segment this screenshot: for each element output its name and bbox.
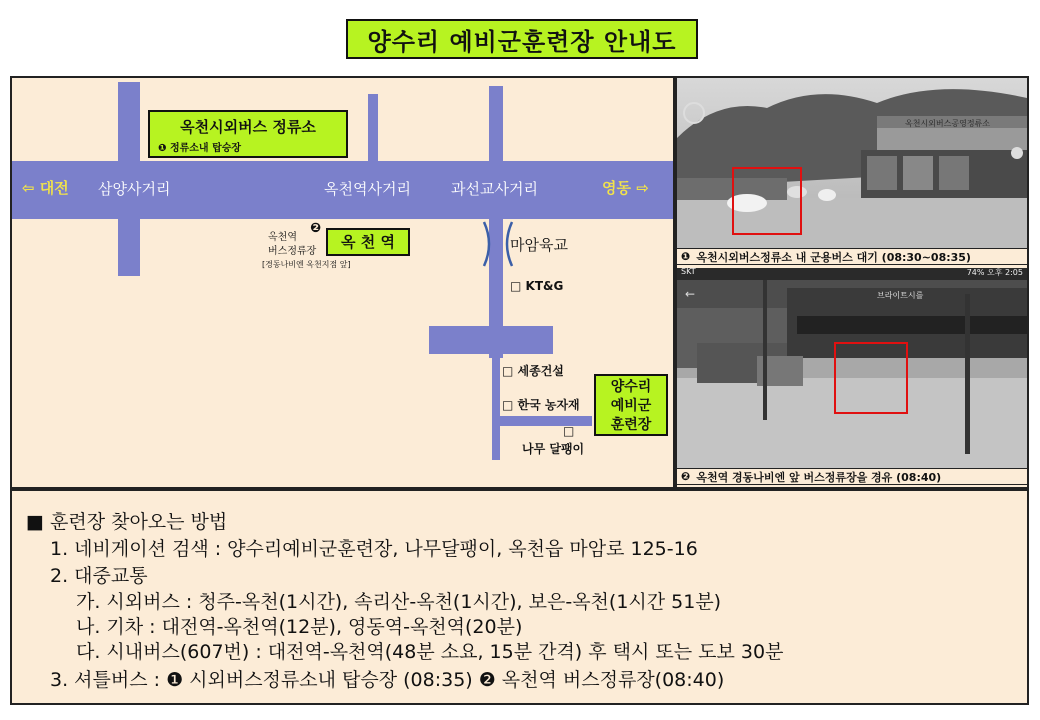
west-direction-label: ⇦ 대전 (22, 179, 69, 197)
intersection-samyang: 삼양사거리 (98, 180, 171, 198)
info-line-intercity-bus: 가. 시외버스 : 청주-옥천(1시간), 속리산-옥천(1시간), 보은-옥천(1시간 51분) (76, 591, 722, 613)
overpass-label: 마암육교 (510, 236, 568, 254)
camp-access-road (500, 416, 592, 426)
info-line-city-bus: 다. 시내버스(607번) : 대전역-옥천역(48분 소요, 15분 간격) 후 택시 또는 도보 30분 (76, 641, 784, 663)
destination-box (594, 374, 668, 436)
bus-terminal-note: 정류소내 탑승장 (169, 143, 242, 154)
info-line-transit: 2. 대중교통 (50, 565, 148, 587)
station-name: 옥 천 역 (341, 233, 395, 251)
station-marker: ❷ (310, 221, 322, 236)
bus-terminal-marker: ❶ (158, 143, 167, 154)
bus-terminal-photo-image (677, 78, 1027, 248)
intersection-okcheon-station: 옥천역사거리 (324, 180, 411, 198)
svg-text:←: ← (685, 287, 696, 301)
landmark-snail: 나무 달팽이 (522, 442, 585, 456)
info-line-train: 나. 기차 : 대전역-옥천역(12분), 영동역-옥천역(20분) (76, 616, 523, 638)
status-bar-left: SKT (681, 268, 696, 276)
photo-station-stop (677, 268, 1027, 468)
photo2-marker: ❷ (681, 470, 691, 483)
station-stop-line1: 옥천역 (268, 232, 297, 243)
bus-terminal-sign: 옥천시외버스공영정류소 (905, 119, 991, 128)
photo1-marker: ❶ (681, 250, 691, 263)
photo-panel (675, 76, 1029, 489)
south-road (492, 354, 500, 460)
station-building-sign: 브라이트시를 (877, 291, 924, 300)
photo2-caption-text: 옥천역 경동나비엔 앞 버스정류장을 경유 (08:40) (696, 470, 942, 484)
station-stop-note: [경동나비엔 옥천지점 앞] (262, 260, 351, 269)
bus-terminal-name: 옥천시외버스 정류소 (180, 118, 316, 136)
info-heading: ■ 훈련장 찾아오는 방법 (26, 511, 228, 533)
landmark-sejong: □ 세종건설 (502, 364, 564, 378)
okcheon-station-road (368, 94, 378, 164)
landmark-snail-square: □ (563, 424, 575, 438)
directions-info (10, 489, 1029, 705)
station-box (326, 228, 410, 256)
photo2-caption (677, 468, 1027, 485)
info-line-shuttle: 3. 셔틀버스 : ❶ 시외버스정류소내 탑승장 (08:35) ❷ 옥천역 버스정류장(08:40) (50, 669, 725, 691)
station-stop-line2: 버스정류장 (268, 246, 317, 257)
bus-terminal-box (148, 110, 348, 158)
destination-line3: 훈련장 (610, 417, 652, 433)
status-bar-right: 74% 오후 2:05 (966, 268, 1023, 277)
intersection-overpass: 과선교사거리 (451, 180, 538, 198)
landmark-ktng: □ KT&G (510, 279, 564, 293)
photo1-caption (677, 248, 1027, 265)
east-direction-label: 영동 ⇨ (602, 179, 649, 197)
route-map (10, 76, 675, 489)
photo1-caption-text: 옥천시외버스정류소 내 군용버스 대기 (08:30~08:35) (696, 250, 971, 264)
branch-road (429, 326, 553, 354)
landmark-nongjajae: □ 한국 농자재 (502, 398, 580, 412)
destination-line1: 양수리 (610, 379, 652, 395)
station-stop-photo-image (677, 268, 1027, 468)
destination-line2: 예비군 (610, 398, 652, 414)
page-title: 양수리 예비군훈련장 안내도 (346, 19, 698, 59)
info-line-nav: 1. 네비게이션 검색 : 양수리예비군훈련장, 나무달팽이, 옥천읍 마암로 125-16 (50, 538, 698, 560)
photo-bus-terminal (677, 78, 1027, 248)
